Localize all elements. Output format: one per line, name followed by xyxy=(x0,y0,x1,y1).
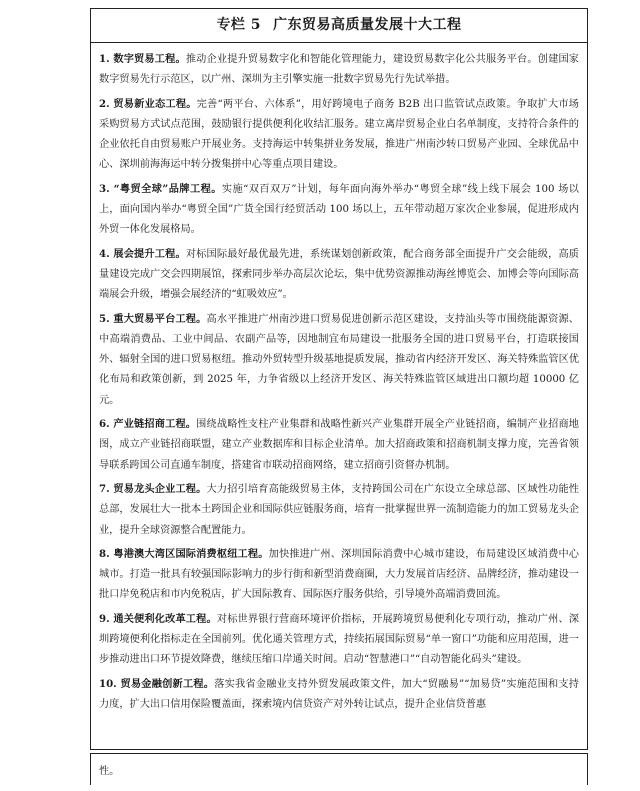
item-heading: 5. 重大贸易平台工程。 xyxy=(99,312,207,325)
item-heading: 4. 展会提升工程。 xyxy=(99,247,186,260)
item-body: 推动企业提升贸易数字化和智能化管理能力，建设贸易数字化公共服务平台。创建国家数字贸易先行示范区，以广州、深圳为主引擎实施一批数字贸易先行先试举措。 xyxy=(99,54,579,86)
item-body: 实施“双百双万”计划，每年面向海外举办“粤贸全球”线上线下展会 100 场以上，面向国内举办“粤贸全国”广货全国行经贸活动 100 场以上，五年带动超万家次企业参展，促进形成内外贸一体化发展格局。 xyxy=(99,183,579,236)
item-body: 大力招引培育高能级贸易主体，支持跨国公司在广东设立全球总部、区域性功能性总部，发展壮大一批本土跨国企业和国际供应链服务商，培育一批掌握世界一流制造能力的加工贸易龙头企业，提升全球资源整合配置能力。 xyxy=(99,483,579,536)
list-item xyxy=(99,49,579,91)
item-heading: 8. 粤港澳大湾区国际消费枢纽工程。 xyxy=(99,547,269,560)
item-body: 围绕战略性支柱产业集群和战略性新兴产业集群开展全产业链招商，编制产业招商地图，成立产业链招商联盟，建立产业数据库和目标企业清单。加大招商政策和招商机制支撑力度，完善省领导联系跨国公司直通车制度，搭建省市联动招商网络，建立招商引资督办机制。 xyxy=(99,419,579,471)
column-content xyxy=(91,43,587,715)
column-number: 专栏 5 xyxy=(216,17,262,33)
list-item xyxy=(99,244,579,306)
column-box xyxy=(90,8,588,750)
item-heading: 7. 贸易龙头企业工程。 xyxy=(99,482,207,495)
item-heading: 9. 通关便利化改革工程。 xyxy=(99,612,217,625)
continuation-text: 性。 xyxy=(99,766,120,777)
item-body: 完善“两平台、六体系”，用好跨境电子商务 B2B 出口监管试点政策。争取扩大市场采购贸易方式试点范围，鼓励银行提供便利化收结汇服务。建立离岸贸易企业白名单制度，支持符合条件的企业依托自由贸易账户开展业务。支持海运中转集拼业务发展，推进广州南沙转口贸易产业园、全球优品中心、深圳前海海运中转分拨集拼中心等重点项目建设。 xyxy=(99,98,579,171)
list-item xyxy=(99,309,579,411)
item-body: 加快推进广州、深圳国际消费中心城市建设，布局建设区域消费中心城市。打造一批具有较强国际影响力的步行街和新型消费商圈，大力发展首店经济、品牌经济，推动建设一批口岸免税店和市内免税店，扩大国际教育、国际医疗服务供给，引导境外高端消费回流。 xyxy=(99,548,579,601)
list-item xyxy=(99,609,579,671)
item-body: 高水平推进广州南沙进口贸易促进创新示范区建设，支持汕头等市围绕能源资源、中高端消费品、工业中间品、农副产品等，因地制宜布局建设一批服务全国的进口贸易平台，打造联接国外、辐射全国的进口贸易枢纽。推动外贸转型升级基地提质发展，推动省内经济开发区、海关特殊监管区优化布局和政策创新，到 2025 年，力争省级以上经济开发区、海关特殊监管区域进出口额均超 10000 亿元。 xyxy=(99,313,579,406)
list-item xyxy=(99,179,579,241)
item-heading: 1. 数字贸易工程。 xyxy=(99,53,186,65)
item-heading: 10. 贸易金融创新工程。 xyxy=(99,677,215,690)
item-heading: 2. 贸易新业态工程。 xyxy=(99,97,197,110)
column-title-text: 广东贸易高质量发展十大工程 xyxy=(273,17,462,33)
item-body: 落实我省金融业支持外贸发展政策文件，加大“贸融易”“加易贷”实施范围和支持力度，扩大出口信用保险覆盖面，探索境内信贷资产对外转让试点，提升企业信贷普惠 xyxy=(99,678,579,710)
item-body: 对标世界银行营商环境评价指标，开展跨境贸易便利化专项行动，推动广州、深圳跨境便利化指标走在全国前列。优化通关管理方式，持续拓展国际贸易“单一窗口”功能和应用范围，进一步推动进出口环节提效降费，继续压缩口岸通关时间。启动“智慧港口”“自动智能化码头”建设。 xyxy=(99,613,579,666)
list-item xyxy=(99,479,579,541)
item-body: 对标国际最好最优最先进，系统谋划创新政策，配合商务部全面提升广交会能级，高质量建设完成广交会四期展馆，探索同步举办高层次论坛，集中优势资源推动海丝博览会、加博会等向国际高端展会升级，增强会展经济的“虹吸效应”。 xyxy=(99,248,579,301)
item-heading: 6. 产业链招商工程。 xyxy=(99,418,197,431)
item-heading: 3. “粤贸全球”品牌工程。 xyxy=(99,182,222,195)
list-item xyxy=(99,414,579,476)
list-item xyxy=(99,94,579,176)
column-title xyxy=(91,9,587,43)
list-item xyxy=(99,674,579,716)
column-continuation-box xyxy=(90,753,588,785)
list-item xyxy=(99,544,579,606)
